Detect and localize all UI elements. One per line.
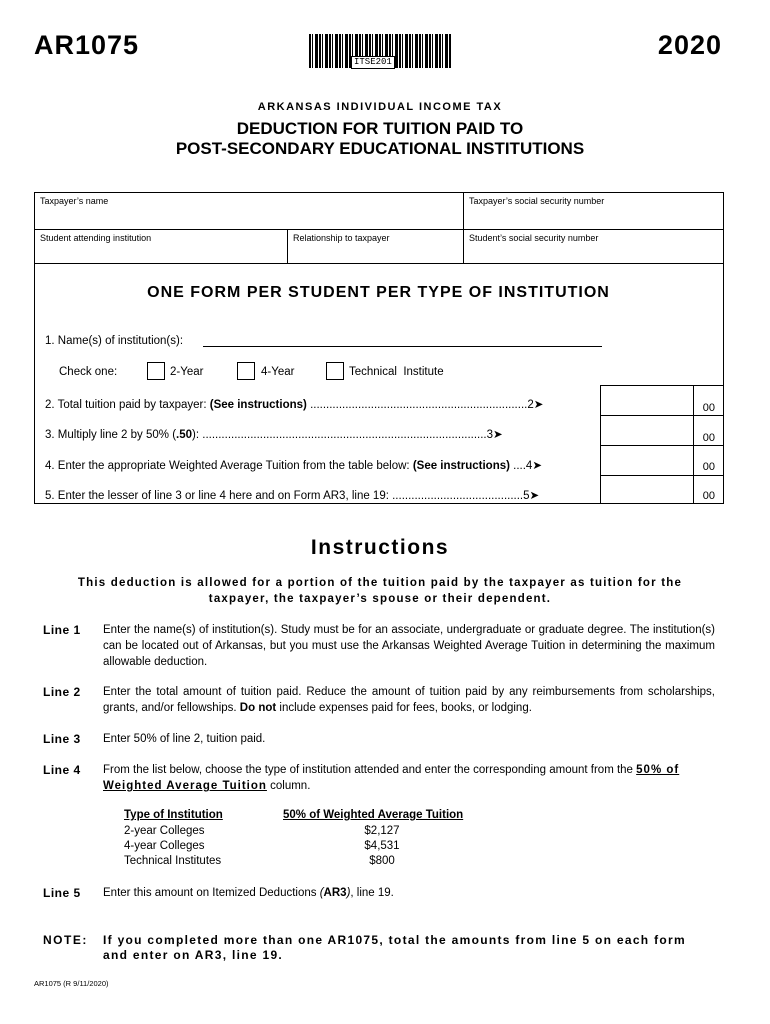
barcode-text: ITSE201 — [351, 56, 395, 69]
instr-line-5-part-b: , line 19. — [350, 887, 394, 899]
institution-name-input-line[interactable] — [203, 346, 602, 347]
form-title-line-1: DEDUCTION FOR TUITION PAID TO — [236, 119, 524, 138]
four-year-checkbox[interactable] — [237, 362, 255, 380]
technical-institute-label: Technical Institute — [349, 366, 444, 378]
note-label: NOTE: — [43, 933, 88, 947]
note-line-2: and enter on AR3, line 19. — [103, 948, 284, 962]
relationship-label: Relationship to taxpayer — [293, 233, 390, 243]
line-3-row — [45, 427, 503, 441]
taxpayer-name-label: Taxpayer’s name — [40, 196, 109, 206]
note-line-1: If you completed more than one AR1075, total the amounts from line 5 on each form — [103, 933, 686, 947]
table-cell-amount: $2,127 — [364, 825, 400, 837]
table-cell-amount: $4,531 — [364, 840, 400, 852]
instr-line-5-label: Line 5 — [43, 886, 81, 900]
table-header-amount: 50% of Weighted Average Tuition — [283, 809, 464, 821]
table-header-type: Type of Institution — [124, 809, 223, 821]
relationship-field[interactable] — [288, 230, 463, 263]
form-year: 2020 — [657, 30, 722, 60]
instr-line-4-label: Line 4 — [43, 763, 81, 777]
line-3-text: 3. Multiply line 2 by 50% ( — [45, 429, 177, 441]
table-cell-type: 2-year Colleges — [124, 825, 205, 837]
arrow-icon: ➤ — [493, 429, 503, 441]
line-2-bold: (See instructions) — [209, 399, 307, 411]
line-5-cents: 00 — [702, 490, 715, 502]
instr-line-2-bold: Do not — [239, 702, 277, 714]
line-3-cents: 00 — [702, 432, 715, 444]
taxpayer-ssn-label: Taxpayer’s social security number — [469, 196, 605, 206]
instr-line-4-part-a: From the list below, choose the type of institution attended and enter the corresponding amount from the — [103, 764, 637, 776]
line-5-amount-input[interactable] — [601, 475, 693, 503]
line-2-leader: ....................................................................2 — [306, 399, 534, 411]
table-cell-amount: $800 — [369, 855, 395, 867]
arrow-icon: ➤ — [532, 460, 542, 472]
arrow-icon: ➤ — [529, 490, 540, 502]
form-title-line-2: POST-SECONDARY EDUCATIONAL INSTITUTIONS — [175, 139, 585, 158]
technical-institute-checkbox[interactable] — [326, 362, 344, 380]
instr-line-2-text — [103, 684, 715, 716]
student-ssn-label: Student’s social security number — [469, 233, 599, 243]
line-2-row — [45, 397, 543, 411]
line-3-leader: ): .........................................................................................3 — [192, 429, 494, 441]
instr-line-3-label: Line 3 — [43, 732, 81, 746]
instr-line-5-text — [103, 885, 715, 901]
tax-label: ARKANSAS INDIVIDUAL INCOME TAX — [257, 101, 503, 113]
instr-line-2-label: Line 2 — [43, 685, 81, 699]
instructions-intro-line-1: This deduction is allowed for a portion of the tuition paid by the taxpayer as tuition for the — [77, 577, 683, 589]
line-3-bold: .50 — [176, 429, 193, 441]
instr-line-4-text — [103, 762, 715, 794]
form-id: AR1075 — [34, 30, 140, 60]
student-ssn-field[interactable] — [464, 230, 723, 263]
instr-line-2-part-b: include expenses paid for fees, books, or lodging. — [276, 702, 532, 714]
two-year-checkbox[interactable] — [147, 362, 165, 380]
barcode — [309, 34, 451, 68]
instr-line-5-part-a: Enter this amount on Itemized Deductions — [103, 887, 320, 899]
line-4-bold: (See instructions) — [412, 460, 510, 472]
check-one-label: Check one: — [59, 366, 118, 378]
line-4-leader: ....4 — [509, 460, 533, 472]
instr-line-5-bold: AR3 — [323, 887, 347, 899]
one-form-notice: ONE FORM PER STUDENT PER TYPE OF INSTITUTION — [147, 284, 610, 301]
taxpayer-ssn-field[interactable] — [464, 193, 723, 229]
line-4-row — [45, 458, 542, 472]
instr-line-1-text: Enter the name(s) of institution(s). Study must be for an associate, undergraduate or graduate degree. The institution(s) can be located out of Arkansas, but you must use the Arkansas Weighted Average Tuition in determining the maximum allowable deduction. — [103, 624, 715, 668]
arrow-icon: ➤ — [533, 399, 544, 411]
line-1-row — [45, 335, 183, 347]
student-institution-field[interactable] — [35, 230, 287, 263]
row-divider — [35, 263, 723, 264]
line-4-text: 4. Enter the appropriate Weighted Average Tuition from the table below: — [45, 460, 413, 472]
taxpayer-name-field[interactable] — [35, 193, 463, 229]
instr-line-5-close-paren: ) — [346, 887, 351, 899]
instr-line-1-label: Line 1 — [43, 623, 81, 637]
line-5-row — [45, 488, 539, 502]
four-year-label: 4-Year — [261, 366, 295, 378]
line-4-cents: 00 — [702, 461, 715, 473]
table-cell-type: Technical Institutes — [124, 855, 222, 867]
line-1-label: 1. Name(s) of institution(s): — [45, 335, 184, 347]
table-cell-type: 4-year Colleges — [124, 840, 205, 852]
instr-line-5-open-paren: ( — [319, 887, 324, 899]
student-institution-label: Student attending institution — [40, 233, 152, 243]
instructions-heading: Instructions — [310, 536, 450, 559]
instr-line-4-bold: 50% of Weighted Average Tuition — [103, 764, 680, 792]
line-2-amount-input[interactable] — [601, 385, 693, 414]
instr-line-2-part-a: Enter the total amount of tuition paid. Reduce the amount of tuition paid by any reimbursements from scholarships, grants, and/or fellowships. — [103, 686, 715, 714]
instructions-intro-line-2: taxpayer, the taxpayer’s spouse or their dependent. — [208, 593, 552, 605]
line-3-amount-input[interactable] — [601, 415, 693, 444]
revision-footer: AR1075 (R 9/11/2020) — [34, 979, 109, 988]
line-2-cents: 00 — [702, 402, 715, 414]
instr-line-3-text: Enter 50% of line 2, tuition paid. — [103, 733, 266, 745]
instr-line-4-part-b: column. — [266, 780, 311, 792]
line-5-text: 5. Enter the lesser of line 3 or line 4 here and on Form AR3, line 19: .........................................5 — [45, 490, 530, 502]
line-4-amount-input[interactable] — [601, 445, 693, 474]
line-2-text: 2. Total tuition paid by taxpayer: — [45, 399, 210, 411]
two-year-label: 2-Year — [170, 366, 204, 378]
